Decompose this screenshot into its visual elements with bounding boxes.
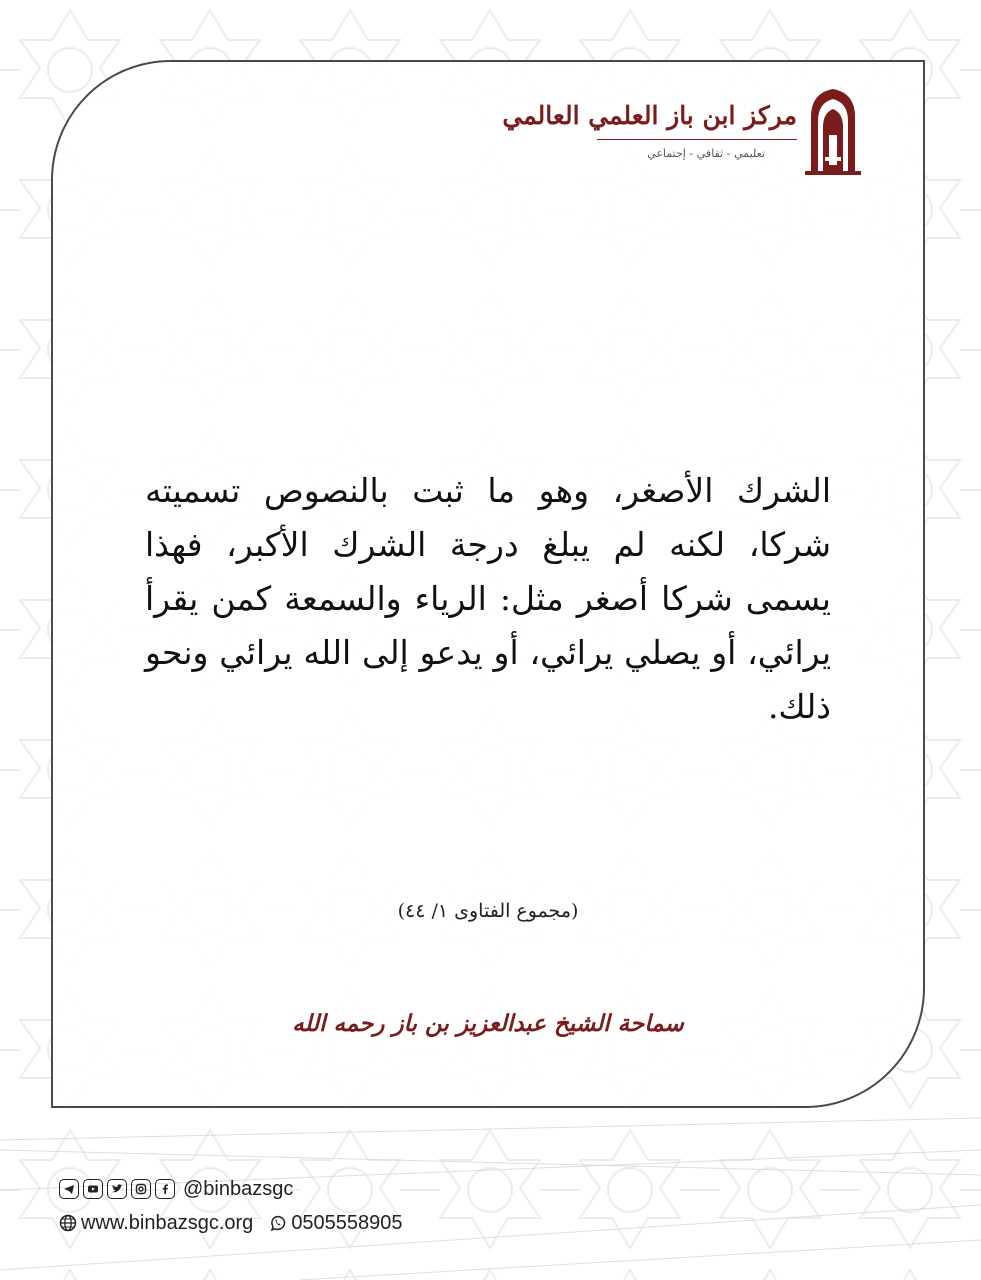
facebook-icon[interactable] [155,1179,175,1199]
sheikh-signature: سماحة الشيخ عبدالعزيز بن باز رحمه الله [292,1010,684,1037]
whatsapp-icon [269,1214,287,1232]
social-handle[interactable]: @binbazsgc [183,1177,294,1200]
center-logo [502,87,861,197]
website-link[interactable]: www.binbazsgc.org [81,1211,254,1234]
youtube-icon[interactable] [83,1179,103,1199]
telegram-icon[interactable] [59,1179,79,1199]
source-citation: (مجموع الفتاوى ١/ ٤٤) [397,900,579,922]
center-name: مركز ابن باز العلمي العالمي [502,101,797,130]
logo-divider [597,139,797,140]
quote-text: الشرك الأصغر، وهو ما ثبت بالنصوص تسميته شركا، لكنه لم يبلغ درجة الشرك الأكبر، فهذا يسمى شركا أصغر مثل: الرياء والسمعة كمن يقرأ يرائي، أو يصلي يرائي، أو يدعو إلى الله يرائي ونحو ذلك. [145,471,831,726]
mosque-emblem-icon [805,87,861,175]
content-card [51,60,925,1108]
center-tagline: تعليمي - ثقافي - إجتماعي [647,147,765,160]
instagram-icon[interactable] [131,1179,151,1199]
social-links [59,1176,293,1202]
globe-icon [59,1214,77,1232]
phone-number[interactable]: 0505558905 [291,1211,403,1234]
twitter-icon[interactable] [107,1179,127,1199]
contact-info [59,1210,403,1236]
